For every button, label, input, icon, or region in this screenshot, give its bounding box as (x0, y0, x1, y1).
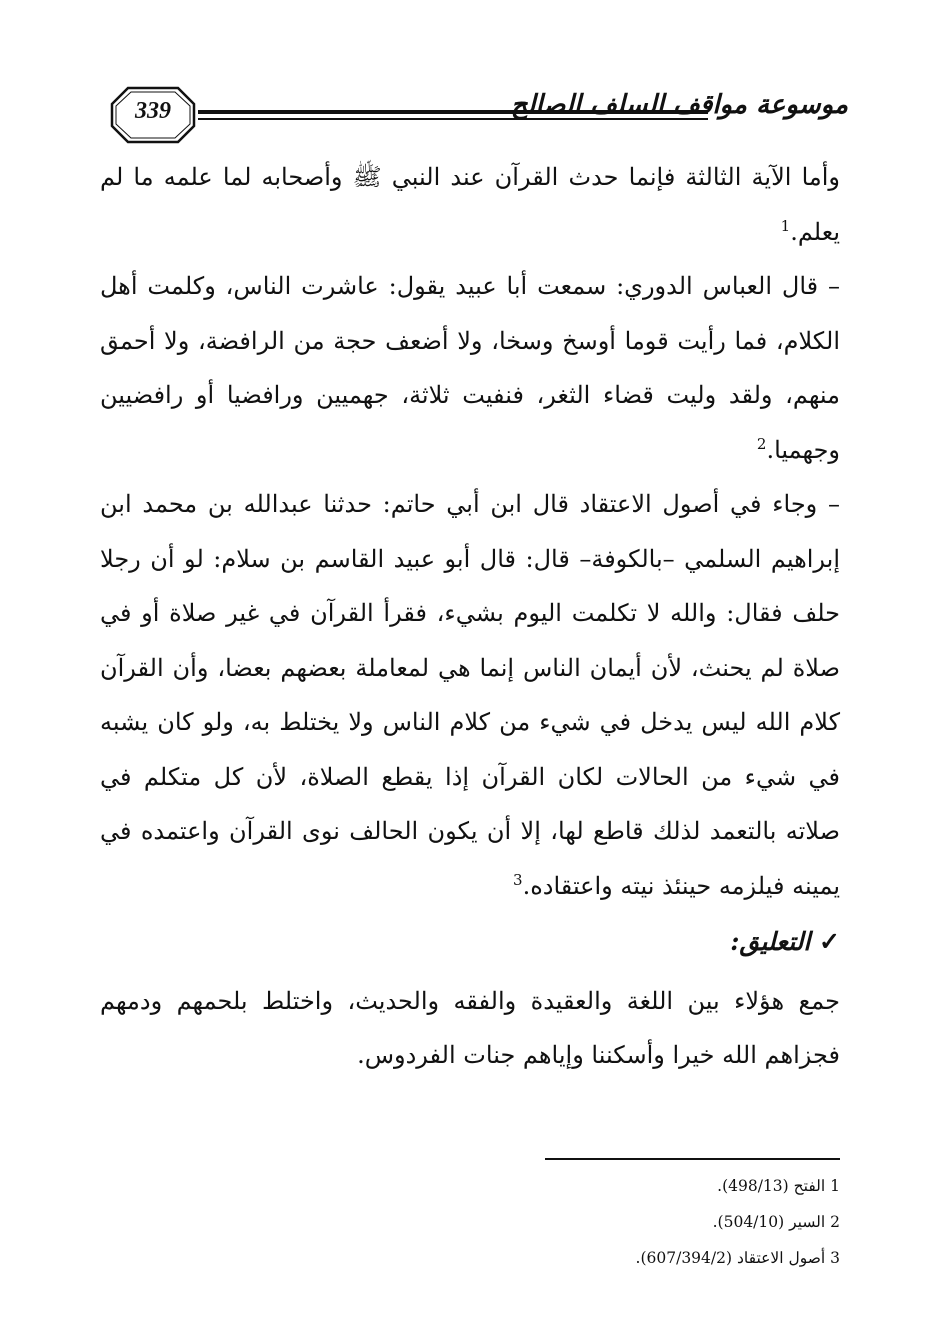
page-number-badge (110, 86, 196, 144)
footnote-item (500, 1240, 840, 1276)
footnote-text: أصول الاعتقاد (607/394/2). (635, 1249, 826, 1267)
paragraph-3 (100, 477, 840, 913)
series-title: موسوعة مواقف السلف الصالح (510, 90, 848, 120)
footnote-number: 3 (830, 1249, 840, 1267)
paragraph-2-text: – قال العباس الدوري: سمعت أبا عبيد يقول: عاشرت الناس، وكلمت أهل الكلام، فما رأيت قوما أوسخ وسخا، ولا أضعف حجة من الرافضة، ولا أحمق منهم، ولقد وليت قضاء الثغر، فنفيت ثلاثة، جهميين ورافضيا أو رافضيين وجهميا. (100, 272, 840, 464)
paragraph-1 (100, 150, 840, 259)
comment-heading-text: التعليق: (730, 927, 811, 956)
page-number: 339 (135, 98, 171, 124)
footnote-number: 1 (830, 1177, 840, 1195)
footnote-text: السير (504/10). (712, 1213, 826, 1231)
comment-paragraph: جمع هؤلاء بين اللغة والعقيدة والفقه والحديث، واختلط بلحمهم ودمهم فجزاهم الله خيرا وأسكننا وإياهم جنات الفردوس. (100, 986, 840, 1069)
comment-heading (100, 915, 840, 970)
page-header (100, 78, 848, 148)
main-text (100, 150, 840, 1083)
footnote-item (500, 1168, 840, 1204)
paragraph-2 (100, 259, 840, 477)
footnote-ref-2[interactable]: 2 (756, 434, 767, 453)
footnote-ref-3[interactable]: 3 (513, 870, 523, 889)
paragraph-3-text: – وجاء في أصول الاعتقاد قال ابن أبي حاتم: حدثنا عبدالله بن محمد ابن إبراهيم السلمي –بالكوفة– قال: قال أبو عبيد القاسم بن سلام: لو أن رجلا حلف فقال: والله لا تكلمت اليوم بشيء، فقرأ القرآن في غير صلاة أو في صلاة لم يحنث، لأن أيمان الناس إنما هي لمعاملة بعضهم بعضا، وأن القرآن كلام الله ليس يدخل في شيء من كلام الناس ولا يختلط به، ولو كان يشبه في شيء من الحالات لكان القرآن إذا يقطع الصلاة، لأن كل متكلم في صلاته بالتعمد لذلك قاطع لها، إلا أن يكون الحالف نوى القرآن واعتمده في يمينه فيلزمه حينئذ نيته واعتقاده. (100, 490, 840, 900)
footnote-ref-1[interactable]: 1 (780, 216, 791, 235)
footnote-separator (545, 1158, 840, 1160)
footnote-item (500, 1204, 840, 1240)
paragraph-1-text: وأما الآية الثالثة فإنما حدث القرآن عند النبي ﷺ وأصحابه لما علمه ما لم يعلم. (100, 163, 840, 246)
checkmark-icon: ✓ (819, 927, 840, 956)
footnote-text: الفتح (498/13). (717, 1177, 826, 1195)
footnote-number: 2 (830, 1213, 840, 1231)
footnotes (500, 1168, 840, 1276)
